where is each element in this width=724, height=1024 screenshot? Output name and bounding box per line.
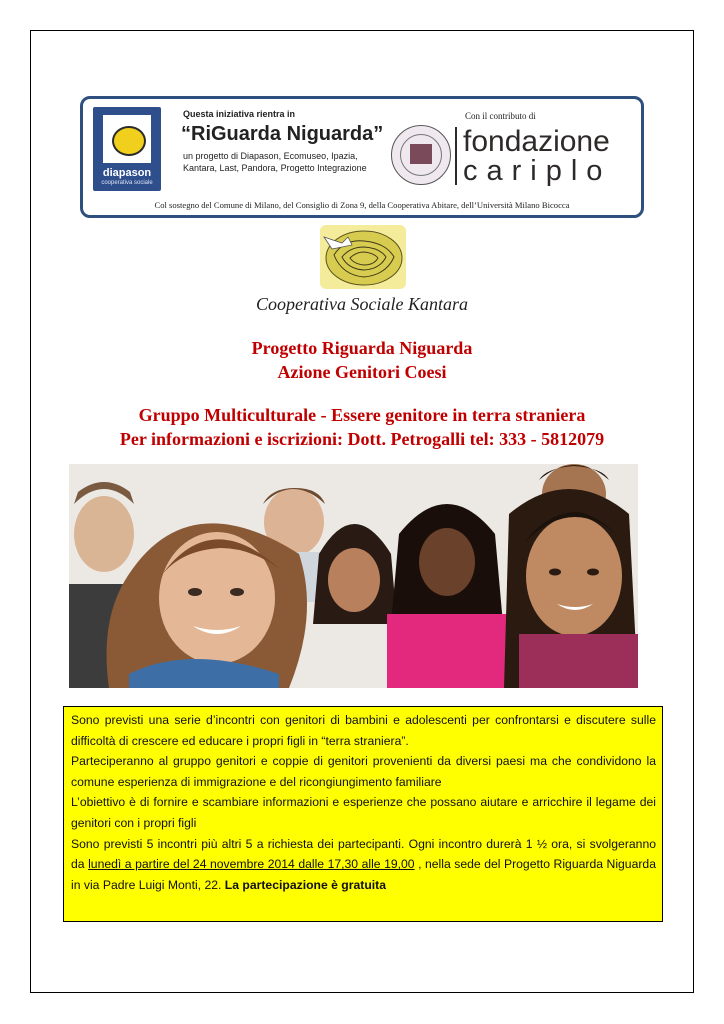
banner-description: un progetto di Diapason, Ecomuseo, Ipazia, Kantara, Last, Pandora, Progetto Integrazione: [183, 151, 367, 173]
info-location: , nella sede del Progetto Riguarda Niguarda in via Padre Luigi Monti, 22.: [71, 857, 656, 892]
group-photo: [69, 464, 638, 688]
heading-action: Azione Genitori Coesi: [277, 362, 447, 382]
banner-contribution: Con il contributo di: [465, 111, 536, 121]
cooperative-name: Cooperativa Sociale Kantara: [256, 294, 468, 314]
info-schedule-text: Sono previsti 5 incontri più altri 5 a richiesta dei partecipanti. Ogni incontro durerà 1 ½ ora, si svolgeranno da: [71, 836, 656, 872]
info-paragraph-2: Parteciperanno al gruppo genitori e coppie di genitori provenienti da diversi paesi ma che condividono la comune esperienza di immigrazione e del ricongiungimento familiare: [71, 754, 656, 789]
info-paragraph-1: Sono previsti una serie d’incontri con genitori di bambini e adolescenti per confrontarsi e discutere sulle difficoltà di crescere ed educare i propri figli in “terra straniera”.: [71, 713, 656, 748]
info-paragraph-3: L’obiettivo è di fornire e scambiare informazioni e esperienze che possano aiutare e arricchire il legame dei genitori con i propri figli: [71, 795, 656, 830]
info-box: [63, 706, 663, 922]
info-paragraph-4: [71, 834, 656, 896]
sponsor-logo-line2: cariplo: [455, 157, 611, 185]
diapason-logo-subtitle: cooperativa sociale: [101, 180, 153, 186]
heading-project: Progetto Riguarda Niguarda: [251, 338, 473, 358]
banner-title: “RiGuarda Niguarda”: [181, 123, 384, 145]
diapason-logo-name: diapason: [102, 167, 152, 179]
banner-intro: Questa iniziativa rientra in: [183, 109, 296, 119]
info-free-participation: La partecipazione è gratuita: [224, 877, 386, 892]
info-date: lunedì a partire del 24 novembre 2014 dalle 17,30 alle 19,00: [88, 857, 415, 872]
heading-group: Gruppo Multiculturale - Essere genitore in terra straniera: [138, 405, 586, 425]
foundation-seal-icon: [391, 125, 451, 185]
banner-support: Col sostegno del Comune di Milano, del Consiglio di Zona 9, della Cooperativa Abitare, dell’Università Milano Bicocca: [154, 200, 570, 210]
heading-contact: Per informazioni e iscrizioni: Dott. Petrogalli tel: 333 - 5812079: [119, 429, 605, 449]
project-banner: [80, 96, 644, 218]
sponsor-logo-line1: fondazione: [455, 127, 610, 157]
kantara-logo-icon: [320, 225, 406, 289]
diapason-logo: [93, 107, 161, 191]
